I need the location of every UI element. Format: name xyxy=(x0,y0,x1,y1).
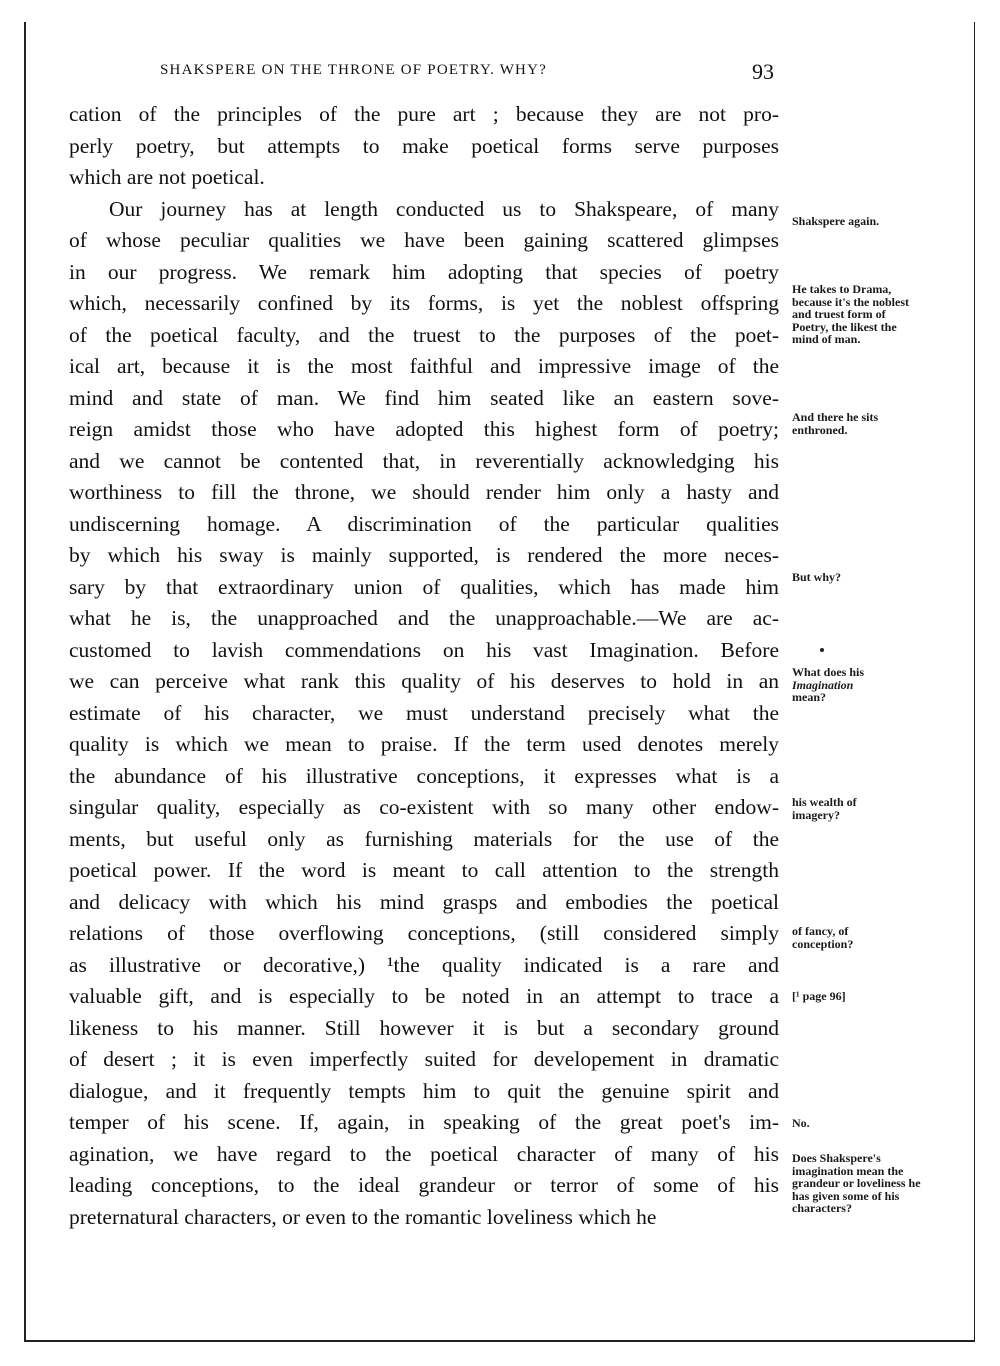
running-title: SHAKSPERE ON THE THRONE OF POETRY. WHY? xyxy=(160,62,547,78)
stray-mark xyxy=(820,648,824,652)
sidenote-enthroned: And there he sits enthroned. xyxy=(792,410,879,437)
text-line: which, necessarily confined by its forms, is yet the noblest offspring xyxy=(69,291,779,315)
text-line: likeness to his manner. Still however it is but a secondary ground xyxy=(69,1015,779,1040)
text-line: sary by that extraordinary union of qualities, which has made him xyxy=(69,574,779,599)
sidenote-no: No. xyxy=(792,1116,810,1130)
text-line: customed to lavish commendations on his vast Imagination. Before xyxy=(69,637,779,662)
text-line: of desert ; it is even imperfectly suited for developement in dramatic xyxy=(69,1047,779,1071)
text-line: mind and state of man. We find him seated like an eastern sove- xyxy=(69,385,779,410)
text-line: we can perceive what rank this quality of his deserves to hold in an xyxy=(69,669,779,693)
text-line: in our progress. We remark him adopting that species of poetry xyxy=(69,259,779,284)
text-line: as illustrative or decorative,) ¹the quality indicated is a rare and xyxy=(69,952,779,977)
text-line: temper of his scene. If, again, in speaking of the great poet's im- xyxy=(69,1110,779,1134)
text-line: worthiness to fill the throne, we should render him only a hasty and xyxy=(69,480,779,504)
text-line: which are not poetical. xyxy=(69,165,265,189)
sidenote-imagery: his wealth of imagery? xyxy=(792,795,857,822)
running-head xyxy=(160,62,800,79)
sidenote-drama: He takes to Drama, because it's the noblest and truest form of Poetry, the likest the mind of man. xyxy=(792,282,909,346)
sidenote-shakspere-again: Shakspere again. xyxy=(792,214,880,228)
sidenote-but-why: But why? xyxy=(792,570,842,584)
text-line: and we cannot be contented that, in reverentially acknowledging his xyxy=(69,448,779,473)
sidenote-imagination-prefix: What does his xyxy=(792,665,865,679)
text-line: valuable gift, and is especially to be noted in an attempt to trace a xyxy=(69,984,779,1008)
text-line: preternatural characters, or even to the romantic loveliness which he xyxy=(69,1204,657,1229)
text-line: quality is which we mean to praise. If the term used denotes merely xyxy=(69,732,779,756)
text-line: leading conceptions, to the ideal grandeur or terror of some of his xyxy=(69,1173,779,1197)
text-line: undiscerning homage. A discrimination of the particular qualities xyxy=(69,511,779,536)
text-line: ical art, because it is the most faithful and impressive image of the xyxy=(69,354,779,378)
text-line: estimate of his character, we must understand precisely what the xyxy=(69,700,779,725)
text-line: of whose peculiar qualities we have been gaining scattered glimpses xyxy=(69,228,779,252)
page-number: 93 xyxy=(752,59,774,84)
text-line: cation of the principles of the pure art ; because they are not pro- xyxy=(69,102,779,126)
sidenote-grandeur: Does Shakspere's imagination mean the grandeur or loveliness he has given some of his characters? xyxy=(792,1151,921,1215)
text-line: by which his sway is mainly supported, is rendered the more neces- xyxy=(69,543,779,567)
sidenote-fancy: of fancy, of conception? xyxy=(792,924,854,951)
text-line: the abundance of his illustrative conceptions, it expresses what is a xyxy=(69,763,779,788)
text-line: ments, but useful only as furnishing materials for the use of the xyxy=(69,826,779,851)
text-line: singular quality, especially as co-existent with so many other endow- xyxy=(69,795,779,819)
text-line: poetical power. If the word is meant to call attention to the strength xyxy=(69,858,779,882)
sidenote-imagination-word: Imagination xyxy=(792,677,854,692)
text-line: relations of those overflowing conceptions, (still considered simply xyxy=(69,921,779,945)
sidenote-page-ref: [¹ page 96] xyxy=(792,989,846,1003)
text-line: agination, we have regard to the poetical character of many of his xyxy=(69,1141,779,1166)
text-line: Our journey has at length conducted us to Shakspeare, of many xyxy=(109,196,779,221)
text-line: reign amidst those who have adopted this highest form of poetry; xyxy=(69,417,779,441)
text-line: dialogue, and it frequently tempts him to quit the genuine spirit and xyxy=(69,1078,779,1103)
text-line: of the poetical faculty, and the truest to the purposes of the poet- xyxy=(69,322,779,347)
body-text xyxy=(69,99,779,1233)
sidenote-imagination-suffix: mean? xyxy=(792,690,826,704)
sidenote-imagination xyxy=(792,666,912,704)
text-line: what he is, the unapproached and the unapproachable.—We are ac- xyxy=(69,606,779,630)
text-line: and delicacy with which his mind grasps and embodies the poetical xyxy=(69,889,779,914)
text-line: perly poetry, but attempts to make poetical forms serve purposes xyxy=(69,133,779,158)
